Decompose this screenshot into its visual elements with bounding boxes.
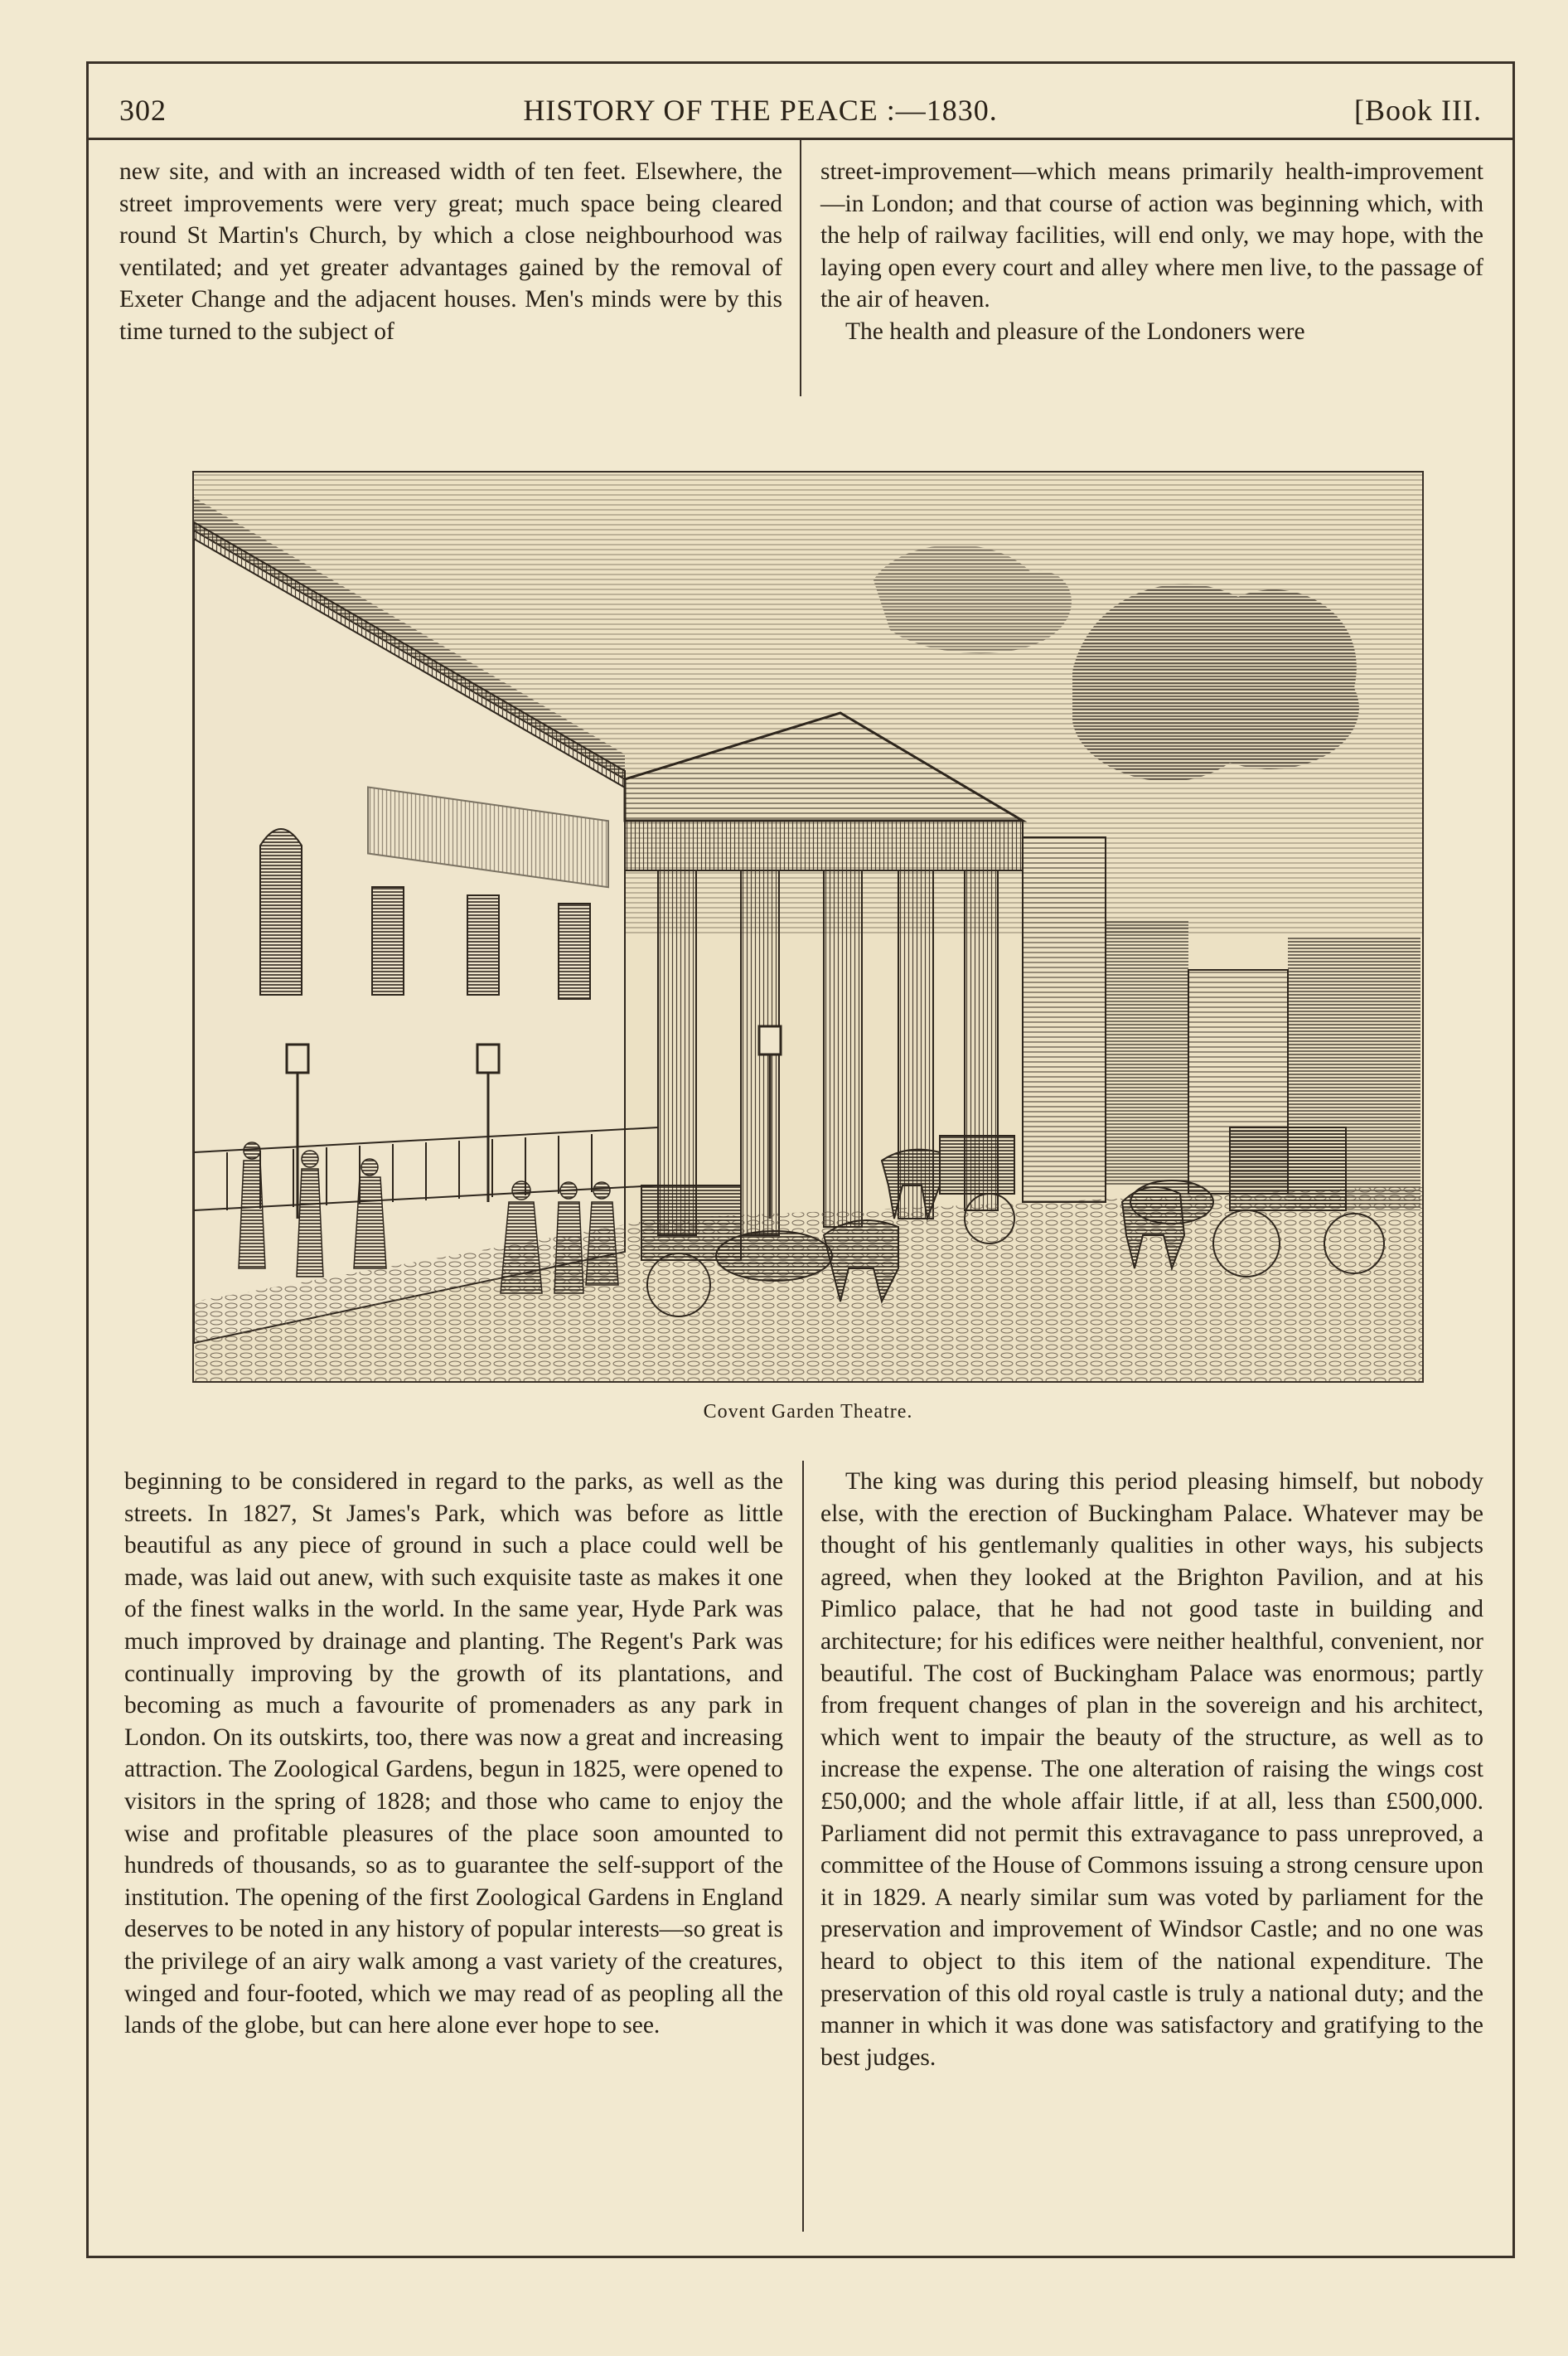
engraving-covent-garden-theatre	[192, 471, 1424, 1383]
paragraph: beginning to be considered in regard to the parks, as well as the streets. In 1827, St James's Park, which was before as little beautiful as any piece of ground in such a place could well be made, was laid out anew, with such exquisite taste as makes it one of the finest walks in the world. In the same year, Hyde Park was much improved by drainage and planting. The Regent's Park was continually improving by the growth of its plantations, and becoming as much a favourite of promenaders as any park in London. On its outskirts, too, there was now a great and increasing attraction. The Zoological Gardens, begun in 1825, were opened to visitors in the spring of 1828; and those who came to enjoy the wise and profitable pleasures of the place soon amounted to hundreds of thousands, so as to guarantee the self-support of the institution. The opening of the first Zoological Gardens in England deserves to be noted in any history of popular interests—so great is the privilege of an airy walk among a vast variety of the creatures, winged and four-footed, which we may read of as peopling all the lands of the globe, but can here alone ever hope to see.	[124, 1468, 783, 2039]
paragraph: The king was during this period pleasing himself, but nobody else, with the erection of Buckingham Palace. Whatever may be thought of his gentlemanly qualities in other ways, his subjects agreed, when they looked at the Brighton Pavilion, and at his Pimlico palace, that he had not good taste in building and architecture; for his edifices were neither healthful, convenient, nor beautiful. The cost of Buckingham Palace was enormous; partly from frequent changes of plan in the sovereign and his architect, which went to impair the beauty of the structure, as well as to increase the expense. The one alteration of raising the wings cost £50,000; and the whole affair little, if at all, less than £500,000. Parliament did not permit this extravagance to pass unreproved, a committee of the House of Commons issuing a strong censure upon it in 1829. A nearly similar sum was voted by parliament for the preservation and improvement of Windsor Castle; and no one was heard to object to this item of the national expenditure. The preservation of this old royal castle is truly a national duty; and the manner in which it was done was satisfactory and gratifying to the best judges.	[820, 1468, 1483, 2071]
bottom-right-column	[820, 1466, 1483, 2073]
paragraph: new site, and with an increased width of ten feet. Elsewhere, the street improvements were very great; much space being cleared round St Martin's Church, by which a close neighbourhood was ventilated; and yet greater advantages gained by the removal of Exeter Change and the adjacent houses. Men's minds were by this time turned to the subject of	[119, 158, 782, 345]
paragraph: The health and pleasure of the Londoners were	[845, 318, 1305, 345]
running-header	[86, 80, 1515, 141]
column-divider	[802, 1461, 804, 2232]
page-number: 302	[119, 94, 167, 127]
top-left-column	[119, 156, 782, 348]
bottom-left-column	[124, 1466, 783, 2042]
figure-caption: Covent Garden Theatre.	[703, 1401, 913, 1423]
column-divider	[800, 139, 801, 396]
running-title: HISTORY OF THE PEACE :—1830.	[523, 94, 998, 127]
paragraph: street-improvement—which means primarily health-improvement—in London; and that course of action was beginning which, with the help of railway facilities, will end only, we may hope, with the laying open every court and alley where men live, to the passage of the air of heaven.	[820, 158, 1483, 313]
top-right-column	[820, 139, 1483, 348]
book-label: [Book III.	[1354, 94, 1482, 127]
